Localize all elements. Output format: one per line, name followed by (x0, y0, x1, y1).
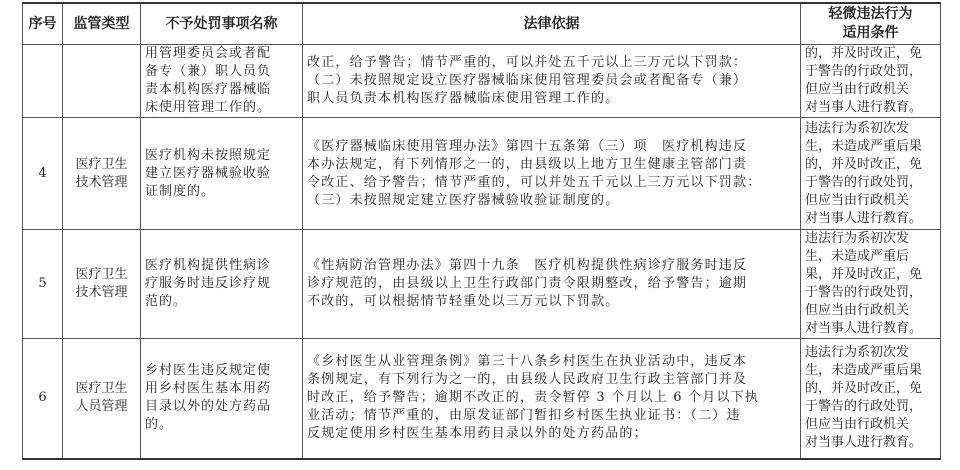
row-item: 用管理委员会或者配 备专（兼）职人员负 责本机构医疗器械临 床使用管理工作的。 (141, 45, 303, 118)
header-type: 监管类型 (63, 3, 141, 45)
header-no: 序号 (23, 3, 63, 45)
table-row (23, 230, 941, 339)
row-condition: 违法行为系初次发 生，未造成严重后果 的，并及时改正，免 于警告的行政处罚， 但应当由行政机关 对当事人进行教育。 (801, 118, 941, 230)
penalty-exemption-table (22, 2, 941, 460)
row-item: 医疗机构提供性病诊 疗服务时违反诊疗规 范的。 (141, 230, 303, 339)
row-basis: 《医疗器械临床使用管理办法》第四十五条第（三）项 医疗机构违反 本办法规定，有下列情形之一的，由县级以上地方卫生健康主管部门责 令改正、给予警告；情节严重的，可以并处五千元以上三万元以下罚款： （三）未按照规定建立医疗器械验收验证制度的。 (303, 118, 801, 230)
row-item: 医疗机构未按照规定 建立医疗器械验收验 证制度的。 (141, 118, 303, 230)
row-no: 6 (23, 339, 63, 459)
row-basis: 改正，给予警告；情节严重的，可以并处五千元以上三万元以下罚款： （二）未按照规定设立医疗器械临床使用管理委员会或者配备专（兼） 职人员负责本机构医疗器械临床使用管理工作的。 (303, 45, 801, 118)
header-condition: 轻微违法行为 适用条件 (801, 3, 941, 45)
row-type (63, 45, 141, 118)
row-no: 4 (23, 118, 63, 230)
header-item: 不予处罚事项名称 (141, 3, 303, 45)
row-item: 乡村医生违反规定使 用乡村医生基本用药 目录以外的处方药品 的。 (141, 339, 303, 459)
row-condition: 的，并及时改正，免 于警告的行政处罚， 但应当由行政机关 对当事人进行教育。 (801, 45, 941, 118)
table-row (23, 339, 941, 459)
row-type: 医疗卫生 技术管理 (63, 118, 141, 230)
row-basis: 《性病防治管理办法》第四十九条 医疗机构提供性病诊疗服务时违反 诊疗规范的，由县级以上卫生行政部门责令限期整改，给予警告；逾期 不改的，可以根据情节轻重处以三万元以下罚款。 (303, 230, 801, 339)
header-basis: 法律依据 (303, 3, 801, 45)
row-no: 5 (23, 230, 63, 339)
row-condition: 违法行为系初次发 生，未造成严重后果 的，并及时改正，免 于警告的行政处罚， 但应当由行政机关 对当事人进行教育。 (801, 339, 941, 459)
row-type: 医疗卫生 人员管理 (63, 339, 141, 459)
header-row (23, 3, 941, 45)
row-type: 医疗卫生 技术管理 (63, 230, 141, 339)
row-condition: 违法行为系初次发 生，未造成严重后 果，并及时改正，免 于警告的行政处罚， 但应当由行政机关 对当事人进行教育。 (801, 230, 941, 339)
table-row (23, 118, 941, 230)
table-row (23, 45, 941, 118)
row-no (23, 45, 63, 118)
row-basis: 《乡村医生从业管理条例》第三十八条乡村医生在执业活动中，违反本 条例规定，有下列行为之一的，由县级人民政府卫生行政主管部门并及 时改正，给予警告；逾期不改正的，责令暂停 3 个月以上 6 个月以下执 业活动；情节严重的，由原发证部门暂扣乡村医生执业证书：（二）违 反规定使用乡村医生基本用药目录以外的处方药品的； (303, 339, 801, 459)
